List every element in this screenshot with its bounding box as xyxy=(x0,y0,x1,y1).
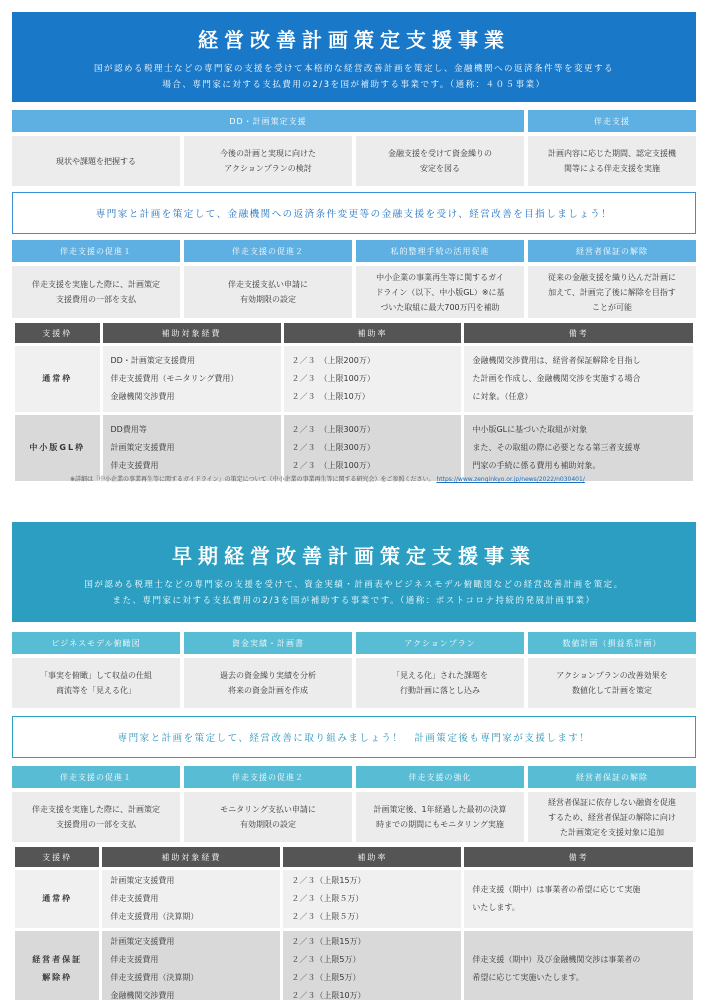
feature-header: 経営者保証の解除 xyxy=(528,240,696,262)
expense-item: 伴走支援費用 xyxy=(110,894,159,903)
feature-desc: 中小企業の事業再生等に関するガイ ドライン（以下、中小版GL）※に基 づいた取組に最大700万円を補助 xyxy=(356,266,524,318)
table-header-row xyxy=(15,847,693,867)
row-label: 通常枠 xyxy=(15,346,100,412)
table-row xyxy=(15,931,693,1000)
expense-item: 伴走支援費用 xyxy=(110,461,159,470)
hero-desc-line-1: 国が認める税理士などの専門家の支援を受けて本格的な経営改善計画を策定し、金融機関への返済条件等を変更する xyxy=(93,64,614,74)
expense-item: 伴走支援費用（決算期） xyxy=(110,912,199,921)
phase-step: 金融支援を受けて資金繰りの 安定を図る xyxy=(356,136,524,186)
expense-cell xyxy=(102,870,280,928)
feature-desc: 経営者保証に依存しない融資を促進 するため、経営者保証の解除に向け た計画策定を支援対象に追加 xyxy=(528,792,696,842)
feature-desc: 伴走支援支払い申請に 有効期限の設定 xyxy=(184,266,352,318)
row-label: 経営者保証 解除枠 xyxy=(15,931,99,1000)
expense-item: 計画策定支援費用 xyxy=(110,937,175,946)
phase-header-row-1 xyxy=(12,110,696,132)
phase-step: 「見える化」された課題を 行動計画に落とし込み xyxy=(356,658,524,708)
feature-header: 経営者保証の解除 xyxy=(528,766,696,788)
phase-header: ビジネスモデル俯瞰図 xyxy=(12,632,180,654)
footnote-link[interactable]: https://www.zenginkyo.or.jp/news/2022/n030401/ xyxy=(436,476,585,483)
feature-body-row-2 xyxy=(12,792,696,842)
rate-item: ２／３ （上限200万） xyxy=(291,356,375,365)
phase-step: 「事実を俯瞰」して収益の仕組 商流等を「見える化」 xyxy=(12,658,180,708)
expense-cell xyxy=(103,346,281,412)
callout-1: 専門家と計画を策定して、金融機関への返済条件変更等の金融支援を受け、経営改善を目指しましょう！ xyxy=(12,192,696,234)
expense-item: DD・計画策定支援費用 xyxy=(110,356,195,365)
phase-step: 現状や課題を把握する xyxy=(12,136,180,186)
feature-header-row-1 xyxy=(12,240,696,262)
col-header: 備考 xyxy=(464,323,693,343)
feature-desc: 伴走支援を実施した際に、計画策定 支援費用の一部を支払 xyxy=(12,266,180,318)
phase-support-header: 伴走支援 xyxy=(528,110,696,132)
note-cell: 伴走支援（期中）及び金融機関交渉は事業者の 希望に応じて実施いたします。 xyxy=(464,931,693,1000)
col-header: 備考 xyxy=(464,847,693,867)
feature-desc: モニタリング支払い申請に 有効期限の設定 xyxy=(184,792,352,842)
expense-item: 計画策定支援費用 xyxy=(110,876,175,885)
phase-step: 今後の計画と実現に向けた アクションプランの検討 xyxy=(184,136,352,186)
note-cell: 伴走支援（期中）は事業者の希望に応じて実施 いたします。 xyxy=(464,870,693,928)
feature-header-row-2 xyxy=(12,766,696,788)
table-row xyxy=(15,346,693,412)
hero-desc-line-2: 場合、専門家に対する支払費用の2/3を国が補助する事業です。（通称：４０５事業） xyxy=(162,80,546,90)
col-header: 補助対象経費 xyxy=(103,323,281,343)
feature-header: 伴走支援の促進２ xyxy=(184,240,352,262)
note-cell: 金融機関交渉費用は、経営者保証解除を目指し た計画を作成し、金融機関交渉を実施する場合 に対象。（任意） xyxy=(464,346,693,412)
feature-desc: 計画策定後、1年経過した最初の決算 時までの期間にもモニタリング実施 xyxy=(356,792,524,842)
rate-item: ２／３（上限５万） xyxy=(291,912,364,921)
rate-cell xyxy=(283,870,461,928)
section-title-2: 早期経営改善計画策定支援事業 xyxy=(172,544,536,568)
feature-header: 私的整理手続の活用促進 xyxy=(356,240,524,262)
feature-body-row-1 xyxy=(12,266,696,318)
callout-2: 専門家と計画を策定して、経営改善に取り組みましょう！ 計画策定後も専門家が支援します！ xyxy=(12,716,696,758)
col-header: 補助率 xyxy=(284,323,462,343)
rate-item: ２／３（上限15万） xyxy=(291,876,366,885)
expense-item: DD費用等 xyxy=(110,425,147,434)
rate-cell xyxy=(284,415,462,481)
expense-item: 伴走支援費用（モニタリング費用） xyxy=(110,374,239,383)
expense-item: 金融機関交渉費用 xyxy=(110,392,175,401)
rate-item: ２／３（上限15万） xyxy=(291,937,366,946)
phase-body-row-2 xyxy=(12,658,696,708)
support-table-1 xyxy=(12,320,696,484)
support-table-2 xyxy=(12,844,696,1000)
feature-header: 伴走支援の促進２ xyxy=(184,766,352,788)
table-row xyxy=(15,870,693,928)
feature-header: 伴走支援の促進１ xyxy=(12,240,180,262)
hero2-desc-line-2: また、専門家に対する支払費用の2/3を国が補助する事業です。（通称：ポストコロナ持続的発展計画事業） xyxy=(112,596,596,606)
phase-header: 資金実績・計画書 xyxy=(184,632,352,654)
table-row xyxy=(15,415,693,481)
expense-cell xyxy=(103,415,281,481)
phase-header: アクションプラン xyxy=(356,632,524,654)
phase-dd-header: DD・計画策定支援 xyxy=(12,110,524,132)
footnote xyxy=(70,474,585,483)
expense-item: 金融機関交渉費用 xyxy=(110,991,175,1000)
rate-cell xyxy=(283,931,461,1000)
rate-item: ２／３ （上限300万） xyxy=(291,425,375,434)
feature-desc: 従来の金融支援を織り込んだ計画に 加えて、計画完了後に解除を目指す ことが可能 xyxy=(528,266,696,318)
expense-item: 伴走支援費用（決算期） xyxy=(110,973,199,982)
hero2-desc-line-1: 国が認める税理士などの専門家の支援を受けて、資金実績・計画表やビジネスモデル俯瞰図などの経営改善計画を策定。 xyxy=(84,580,624,590)
rate-item: ２／３（上限10万） xyxy=(291,991,366,1000)
phase-step: 過去の資金繰り実績を分析 将来の資金計画を作成 xyxy=(184,658,352,708)
phase-step: アクションプランの改善効果を 数値化して計画を策定 xyxy=(528,658,696,708)
col-header: 支援枠 xyxy=(15,323,100,343)
rate-item: ２／３（上限5万） xyxy=(291,973,361,982)
rate-item: ２／３ （上限10万） xyxy=(291,392,370,401)
row-label: 中小版GL枠 xyxy=(15,415,100,481)
phase-step: 計画内容に応じた期間、認定支援機 関等による伴走支援を実施 xyxy=(528,136,696,186)
rate-item: ２／３（上限5万） xyxy=(291,955,361,964)
expense-cell xyxy=(102,931,280,1000)
rate-item: ２／３ （上限100万） xyxy=(291,374,375,383)
col-header: 補助対象経費 xyxy=(102,847,280,867)
hero-banner-1 xyxy=(12,12,696,102)
rate-item: ２／３ （上限100万） xyxy=(291,461,375,470)
rate-item: ２／３（上限５万） xyxy=(291,894,364,903)
expense-item: 計画策定支援費用 xyxy=(110,443,175,452)
feature-header: 伴走支援の促進１ xyxy=(12,766,180,788)
note-cell: 中小版GLに基づいた取組が対象 また、その取組の際に必要となる第三者支援専 門家の手続に係る費用も補助対象。 xyxy=(464,415,693,481)
table-header-row xyxy=(15,323,693,343)
col-header: 支援枠 xyxy=(15,847,99,867)
expense-item: 伴走支援費用 xyxy=(110,955,159,964)
phase-body-row-1 xyxy=(12,136,696,186)
phase-header-row-2 xyxy=(12,632,696,654)
feature-header: 伴走支援の強化 xyxy=(356,766,524,788)
page-title: 経営改善計画策定支援事業 xyxy=(198,28,510,52)
hero-banner-2 xyxy=(12,522,696,622)
rate-item: ２／３ （上限300万） xyxy=(291,443,375,452)
footnote-text: ※詳細は「中小企業の事業再生等に関するガイドライン」の策定について（中小企業の事業再生等に関する研究会）をご参照ください。 xyxy=(70,476,435,483)
feature-desc: 伴走支援を実施した際に、計画策定 支援費用の一部を支払 xyxy=(12,792,180,842)
col-header: 補助率 xyxy=(283,847,461,867)
row-label: 通常枠 xyxy=(15,870,99,928)
phase-header: 数値計画（損益系計画） xyxy=(528,632,696,654)
rate-cell xyxy=(284,346,462,412)
